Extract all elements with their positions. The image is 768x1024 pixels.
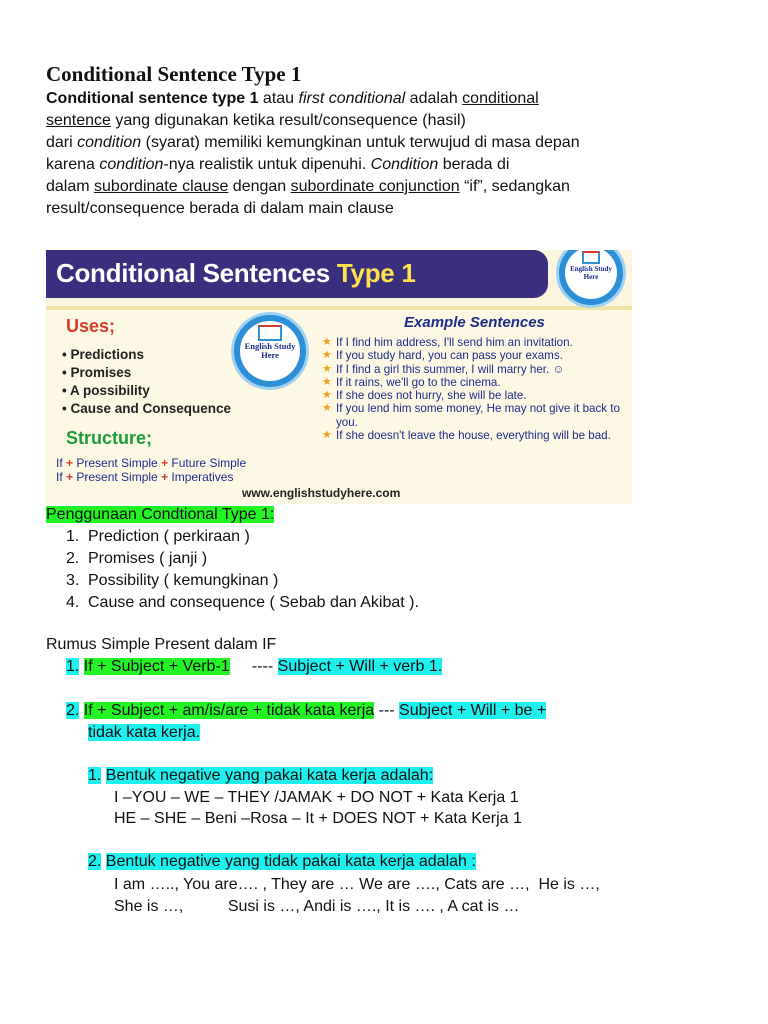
logo-inner (565, 250, 617, 299)
uses-item: • Cause and Consequence (62, 400, 231, 418)
intro-underlined: conditional (462, 90, 539, 107)
negative-1-line-1: I –YOU – WE – THEY /JAMAK + DO NOT + Kata Kerja 1 (114, 789, 519, 806)
rumus-separator: ---- (229, 658, 278, 675)
rumus-if-clause: If + Subject + Verb-1 (83, 658, 230, 675)
uses-item: • Promises (62, 364, 231, 382)
list-item: 2. Promises ( janji ) (66, 550, 208, 567)
examples-list (322, 336, 630, 442)
negative-1-line-2: HE – SHE – Beni –Rosa – It + DOES NOT + Kata Kerja 1 (114, 810, 522, 827)
negative-2-line-1: I am ….., You are…. , They are … We are …., Cats are …, He is …, (114, 876, 600, 893)
intro-text: adalah (405, 90, 463, 107)
intro-text: -nya realistik untuk dipenuhi. (163, 156, 371, 173)
star-icon: ★ (322, 402, 332, 415)
penggunaan-list (66, 526, 746, 614)
intro-text: “if”, sedangkan (459, 178, 570, 195)
penggunaan-section (46, 504, 746, 614)
page-title: Conditional Sentence Type 1 (46, 62, 302, 86)
intro-text: atau (258, 90, 299, 107)
star-icon: ★ (322, 429, 332, 442)
intro-text: dengan (228, 178, 291, 195)
book-icon (582, 251, 600, 264)
rumus-separator: --- (374, 702, 400, 719)
intro-text: berada di (438, 156, 510, 173)
logo-inner (240, 321, 300, 381)
star-icon: ★ (322, 375, 332, 388)
intro-bold-term: Conditional sentence type 1 (46, 90, 259, 107)
infographic-banner (46, 250, 548, 298)
intro-line-2 (46, 110, 736, 132)
list-item: 3. Possibility ( kemungkinan ) (66, 572, 279, 589)
example-item: ★ If you lend him some money, He may not give it back to you. (322, 402, 620, 429)
list-item: 4. Cause and consequence ( Sebab dan Akibat ). (66, 594, 419, 611)
uses-item: • Predictions (62, 346, 231, 364)
intro-line-5 (46, 176, 736, 198)
intro-underlined: sentence (46, 112, 111, 129)
rumus-if-clause: If + Subject + am/is/are + tidak kata kerja (83, 702, 375, 719)
negative-heading: Bentuk negative yang pakai kata kerja adalah: (105, 767, 434, 784)
example-item: ★ If I find a girl this summer, I will marry her. ☺ (322, 362, 565, 376)
rumus-2 (66, 700, 546, 722)
intro-text: yang digunakan ketika result/consequence (hasil) (110, 112, 466, 129)
website-url: www.englishstudyhere.com (242, 486, 401, 500)
negative-1 (88, 765, 433, 787)
intro-paragraph (46, 88, 736, 220)
rumus-number: 1. (66, 658, 80, 675)
intro-line-3 (46, 132, 736, 154)
negative-2-line-2: She is …, Susi is …, Andi is …., It is …. , A cat is … (114, 898, 520, 915)
structure-heading: Structure; (66, 428, 153, 448)
negative-2 (88, 851, 476, 873)
example-item: ★ If I find him address, I'll send him an invitation. (322, 336, 573, 349)
book-icon (258, 325, 282, 341)
infographic-image (46, 250, 632, 504)
uses-heading: Uses; (66, 316, 116, 336)
structure-item: If + Present Simple + Imperatives (56, 470, 234, 484)
star-icon: ★ (322, 349, 332, 362)
rumus-main-clause: Subject + Will + verb 1. (277, 658, 443, 675)
rumus-number: 2. (66, 702, 80, 719)
rumus-2-continued (88, 722, 200, 744)
negative-number: 1. (88, 767, 102, 784)
list-item: 1. Prediction ( perkiraan ) (66, 528, 250, 545)
examples-heading: Example Sentences (404, 314, 545, 331)
intro-italic: condition (77, 134, 142, 151)
intro-text: dalam (46, 178, 95, 195)
banner-type-text: Type 1 (336, 258, 416, 288)
intro-italic: condition (99, 156, 164, 173)
logo-text: English Study Here (570, 265, 612, 281)
example-item: ★ If she doesn't leave the house, everything will be bad. (322, 429, 611, 443)
star-icon: ★ (322, 362, 332, 375)
intro-line-4 (46, 154, 736, 176)
intro-italic: Condition (370, 156, 439, 173)
rumus-main-clause: Subject + Will + be + (399, 702, 547, 719)
example-item: ★ If it rains, we'll go to the cinema. (322, 375, 501, 389)
intro-italic: first conditional (298, 90, 406, 107)
infographic-title (56, 258, 416, 289)
intro-line-1 (46, 88, 736, 110)
intro-text: karena (46, 156, 100, 173)
intro-line-6: result/consequence berada di dalam main clause (46, 200, 394, 217)
structure-list (56, 456, 246, 484)
uses-list (62, 346, 231, 418)
rumus-heading: Rumus Simple Present dalam IF (46, 636, 277, 653)
logo-text: English Study Here (244, 341, 296, 360)
star-icon: ★ (322, 336, 332, 348)
rumus-main-clause-cont: tidak kata kerja. (88, 724, 201, 741)
example-item: ★ If she does not hurry, she will be late. (322, 389, 527, 403)
english-study-here-logo (231, 312, 309, 390)
intro-text: dari (46, 134, 78, 151)
intro-text: (syarat) memiliki kemungkinan untuk terwujud di masa depan (141, 134, 580, 151)
uses-item: • A possibility (62, 382, 231, 400)
negative-heading: Bentuk negative yang tidak pakai kata kerja adalah : (105, 853, 476, 870)
structure-item: If + Present Simple + Future Simple (56, 456, 247, 470)
intro-underlined: subordinate clause (94, 178, 229, 195)
example-item: ★ If you study hard, you can pass your exams. (322, 349, 563, 363)
rumus-1 (66, 656, 442, 678)
english-study-here-logo-small (556, 250, 626, 308)
banner-title-text: Conditional Sentences (56, 258, 337, 288)
intro-underlined: subordinate conjunction (290, 178, 460, 195)
penggunaan-heading: Penggunaan Condtional Type 1: (46, 506, 275, 523)
star-icon: ★ (322, 389, 332, 402)
negative-number: 2. (88, 853, 102, 870)
